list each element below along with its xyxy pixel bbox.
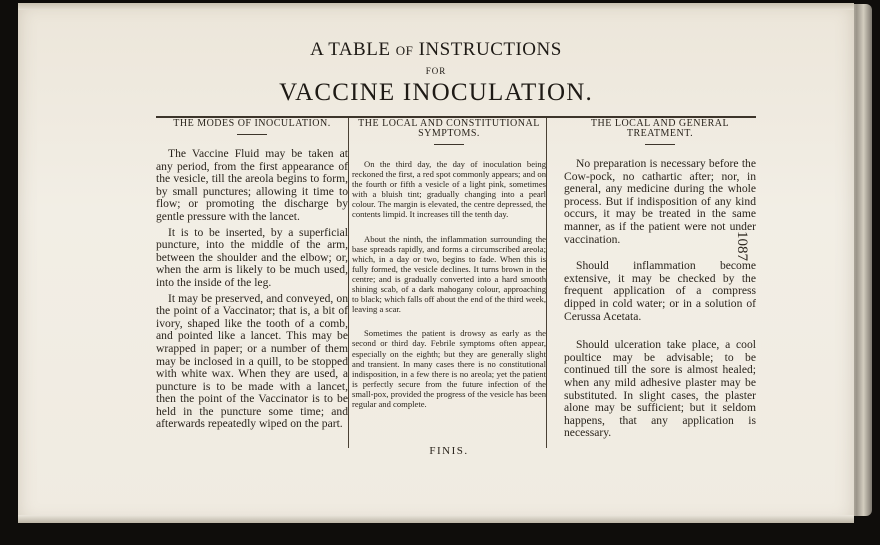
column-divider-2 [546,118,547,448]
title-part-b: INSTRUCTIONS [413,39,562,60]
page-bottom-edge [18,515,854,523]
finis: FINIS. [429,445,469,457]
column-symptoms [352,119,546,409]
column-heading: THE LOCAL AND CONSTITUTIONAL SYMPTOMS. [358,118,540,139]
paragraph: It is to be inserted, by a superficial puncture, into the middle of the arm, between the shoulder and the elbow; or, when the arm is likely to be much used, into the inside of the leg. [156,225,348,289]
paragraph: No preparation is necessary before the Cow-pock, no cathartic after; nor, in general, any medicine during the whole process. But if indisposition of any kind occurs, it may be treated in the same manner, as if the patient were not under vaccination. [564,157,756,246]
page-title: VACCINE INOCULATION. [279,79,593,106]
column-divider-1 [348,118,349,448]
column-modes [156,119,348,431]
paragraph: Should ulceration take place, a cool poultice may be advisable; to be continued till the sore is almost healed; when any mild adhesive plaster may be substituted. In slight cases, the plaster alone may be sufficient; but it seldom happens, that any application is necessary. [564,338,756,440]
heading-rule [237,134,267,135]
column-heading: THE MODES OF INOCULATION. [173,118,331,129]
paragraph: Should inflammation become extensive, it may be checked by the frequent application of a compress dipped in cold water; or in a solution of Cerussa Acetata. [564,259,756,323]
column-treatment [564,119,756,440]
book-page [18,3,854,523]
title-for: FOR [425,66,447,76]
title-line-1 [18,39,854,61]
column-heading: THE LOCAL AND GENERAL TREATMENT. [590,118,730,139]
paragraph: Sometimes the patient is drowsy as early as the second or third day. Febrile symptoms often appear, especially on the eighth; but they are generally slight and transient. In many cases there is no constitutional indisposition, in a few there is no areola; yet the patient is perfectly secure from the future infection of the small-pox, provided the progress of the vesicle has been regular and complete. [352,328,546,409]
paragraph: It may be preserved, and conveyed, on the point of a Vaccinator; that is, a bit of ivory, shaped like the tooth of a comb, and pointed like a lancet. This may be wrapped in paper; or a number of them may be inclosed in a quill, to be stopped with white wax. When they are used, a puncture is to be made with a lancet, then the point of the Vaccinator is to be held in the puncture some time; and afterwards repeatedly wiped on the part. [156,291,348,431]
page-top-edge [18,3,854,10]
paragraph: The Vaccine Fluid may be taken at any period, from the first appearance of the vesicle, till the areola begins to form, by small punctures; allowing it time to flow; or promoting the discharge by gentle pressure with the lancet. [156,147,348,223]
title-of: OF [395,43,414,58]
page-number: 1087 [734,231,750,261]
column-text [352,159,546,409]
column-text [156,148,348,431]
title-part-a: A TABLE [310,39,396,60]
heading-rule [645,144,675,145]
heading-rule [434,144,464,145]
paragraph: On the third day, the day of inoculation being reckoned the first, a red spot commonly appears; and on the fourth or fifth a vesicle of a light pink, sometimes with a bluish tint; gradually changing into a pearl colour. The margin is elevated, the centre depressed, the contents limpid. It increases till the tenth day. [352,159,546,220]
paragraph: About the ninth, the inflammation surrounding the base spreads rapidly, and forms a circumscribed areola; which, in a day or two, begins to fade. When this is fully formed, the vesicle declines. It turns brown in the centre; and is gradually converted into a hard smooth shining scab, of a dark mahogany colour, approaching to black; which falls off about the end of the third week, leaving a scar. [352,233,546,315]
column-text [564,158,756,440]
